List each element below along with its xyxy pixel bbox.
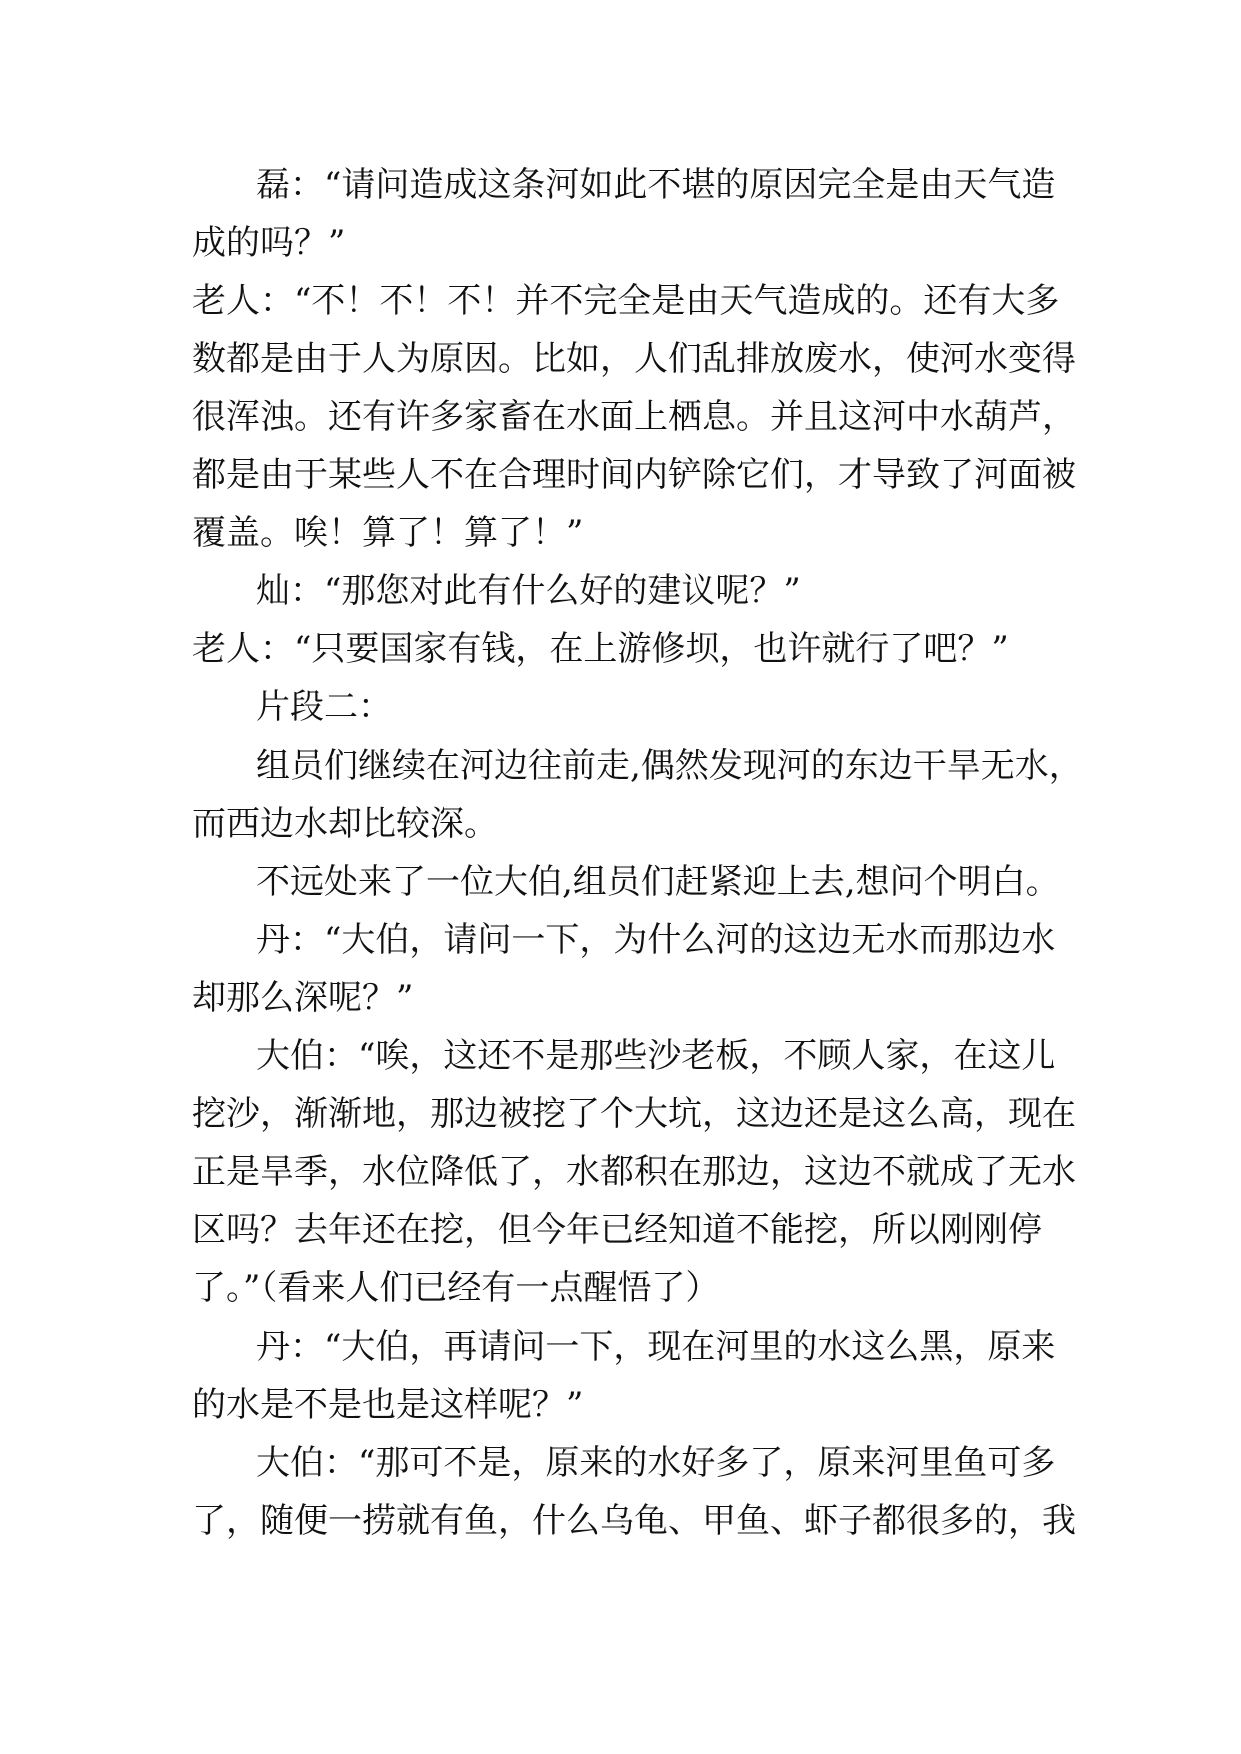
text-line: 成的吗？” [192,223,346,263]
text-line: 大伯：“唉，这还不是那些沙老板，不顾人家，在这儿 [256,1036,1056,1076]
text-line: 组员们继续在河边往前走,偶然发现河的东边干旱无水， [256,746,1083,786]
text-line: 挖沙，渐渐地，那边被挖了个大坑，这边还是这么高，现在 [192,1094,1076,1134]
text-line: 不远处来了一位大伯,组员们赶紧迎上去,想问个明白。 [256,862,1060,902]
text-line: 大伯：“那可不是，原来的水好多了，原来河里鱼可多 [256,1443,1056,1483]
text-line: 丹：“大伯，再请问一下，现在河里的水这么黑，原来 [256,1327,1056,1367]
section-heading: 片段二： [256,687,392,727]
text-line: 却那么深呢？” [192,978,414,1018]
text-line: 很浑浊。还有许多家畜在水面上栖息。并且这河中水葫芦， [192,397,1076,437]
text-line: 数都是由于人为原因。比如，人们乱排放废水，使河水变得 [192,339,1076,379]
text-line: 丹：“大伯，请问一下，为什么河的这边无水而那边水 [256,920,1056,960]
text-line: 灿：“那您对此有什么好的建议呢？” [256,571,801,611]
text-line: 老人：“只要国家有钱，在上游修坝，也许就行了吧？” [192,629,1009,669]
text-line: 覆盖。唉！算了！算了！” [192,513,584,553]
text-line: 磊：“请问造成这条河如此不堪的原因完全是由天气造 [256,165,1056,205]
text-line: 而西边水却比较深。 [192,804,498,844]
text-line: 了，随便一捞就有鱼，什么乌龟、甲鱼、虾子都很多的，我 [192,1501,1076,1541]
text-line: 区吗？去年还在挖，但今年已经知道不能挖，所以刚刚停 [192,1210,1042,1250]
text-line: 了。”（看来人们已经有一点醒悟了） [192,1268,720,1308]
text-line: 的水是不是也是这样呢？” [192,1385,584,1425]
text-line: 都是由于某些人不在合理时间内铲除它们，才导致了河面被 [192,455,1076,495]
text-line: 正是旱季，水位降低了，水都积在那边，这边不就成了无水 [192,1152,1076,1192]
text-line: 老人：“不！不！不！并不完全是由天气造成的。还有大多 [192,281,1060,321]
